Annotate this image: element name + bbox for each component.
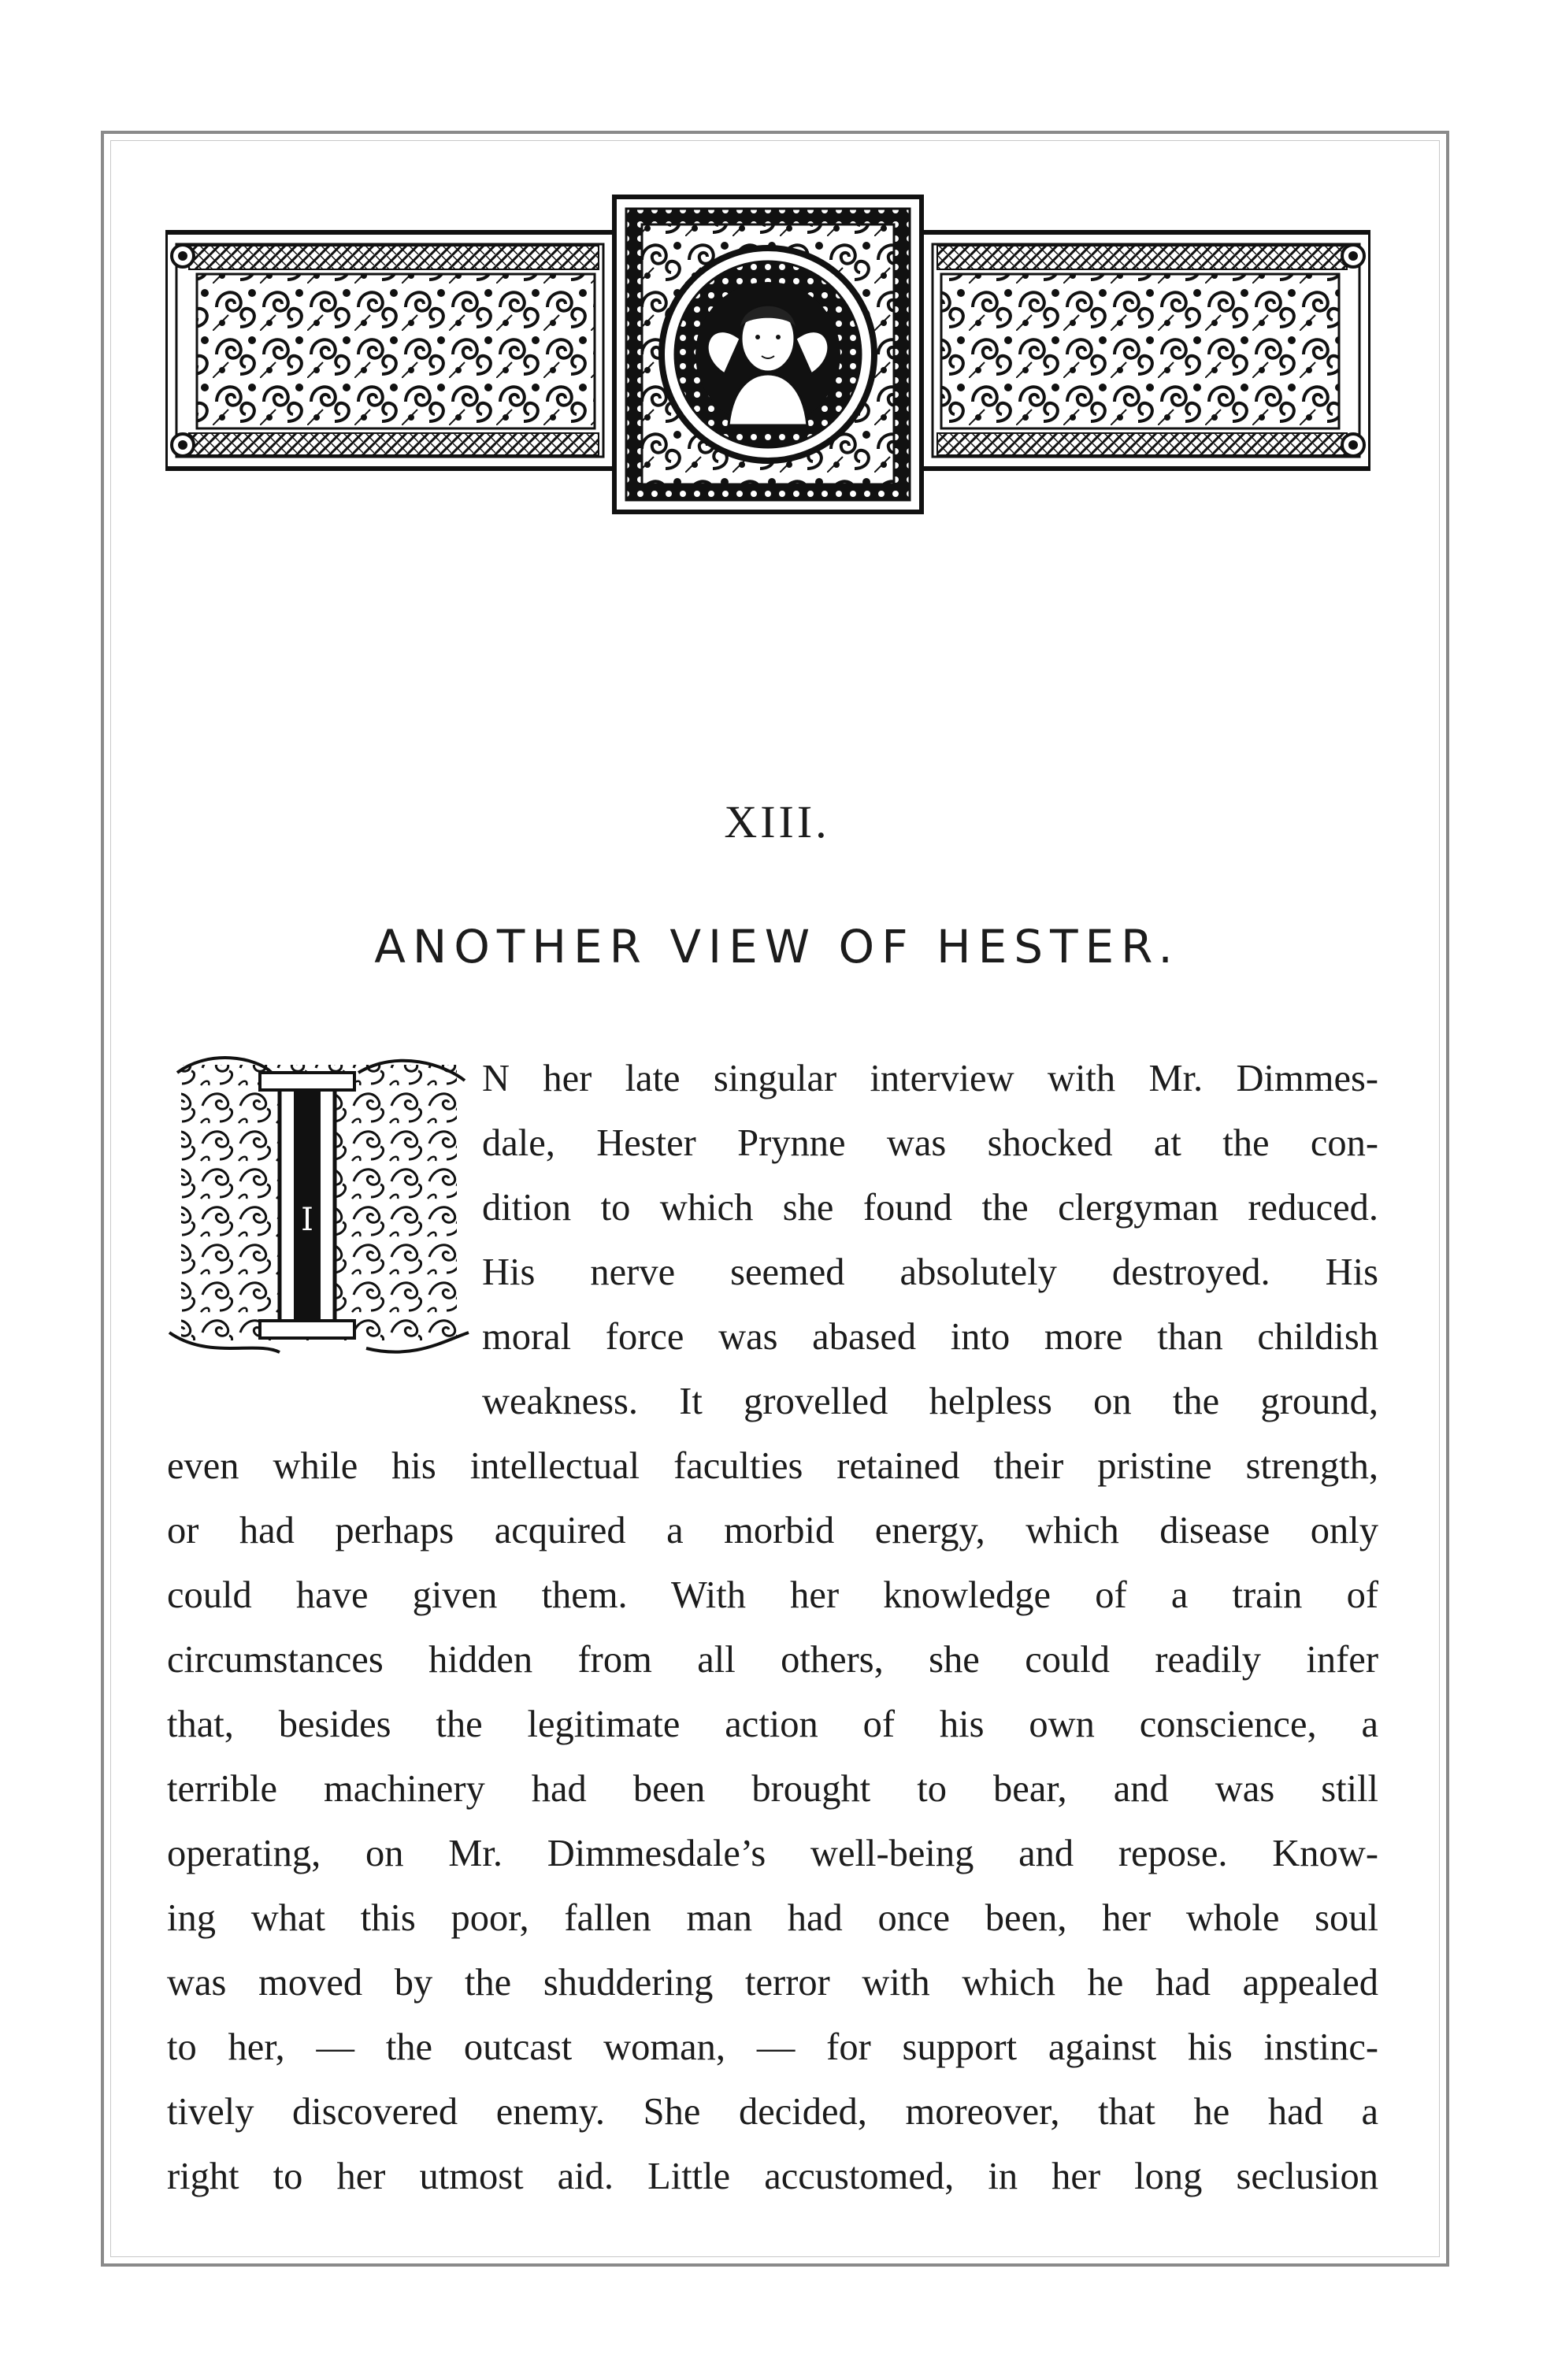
body-line: tively discovered enemy. She decided, moreover, that he had a bbox=[167, 2091, 1378, 2133]
headpiece-right-panel bbox=[922, 232, 1370, 469]
body-line: ing what this poor, fallen man had once been, her whole soul bbox=[167, 1897, 1378, 1939]
decorated-initial-letter: I bbox=[301, 1202, 313, 1238]
body-line: operating, on Mr. Dimmesdale’s well-being and repose. Know- bbox=[167, 1833, 1378, 1874]
body-line: terrible machinery had been brought to bear, and was still bbox=[167, 1768, 1378, 1810]
body-line: to her, — the outcast woman, — for support against his instinc- bbox=[167, 2026, 1378, 2068]
body-line: right to her utmost aid. Little accustomed, in her long seclusion bbox=[167, 2156, 1378, 2197]
body-line: dition to which she found the clergyman reduced. bbox=[482, 1187, 1378, 1229]
chapter-title: ANOTHER VIEW OF HESTER. bbox=[374, 920, 1180, 973]
body-line: dale, Hester Prynne was shocked at the con- bbox=[482, 1122, 1378, 1164]
body-line: His nerve seemed absolutely destroyed. His bbox=[482, 1251, 1378, 1293]
body-line: weakness. It grovelled helpless on the ground, bbox=[482, 1381, 1378, 1422]
headpiece-center-medallion bbox=[614, 197, 922, 512]
headpiece-left-panel bbox=[165, 232, 614, 469]
body-line: could have given them. With her knowledge of a train of bbox=[167, 1574, 1378, 1616]
ornamental-headpiece bbox=[165, 189, 1370, 520]
body-line: or had perhaps acquired a morbid energy, which disease only bbox=[167, 1510, 1378, 1551]
body-line: moral force was abased into more than childish bbox=[482, 1316, 1378, 1358]
body-line: N her late singular interview with Mr. Dimmes- bbox=[482, 1058, 1378, 1099]
body-line: circumstances hidden from all others, she could readily infer bbox=[167, 1639, 1378, 1681]
body-line: even while his intellectual faculties retained their pristine strength, bbox=[167, 1445, 1378, 1487]
chapter-number: XIII. bbox=[724, 796, 830, 847]
decorated-initial bbox=[161, 1049, 473, 1360]
body-line: was moved by the shuddering terror with which he had appealed bbox=[167, 1962, 1378, 2004]
body-line: that, besides the legitimate action of his own conscience, a bbox=[167, 1703, 1378, 1745]
